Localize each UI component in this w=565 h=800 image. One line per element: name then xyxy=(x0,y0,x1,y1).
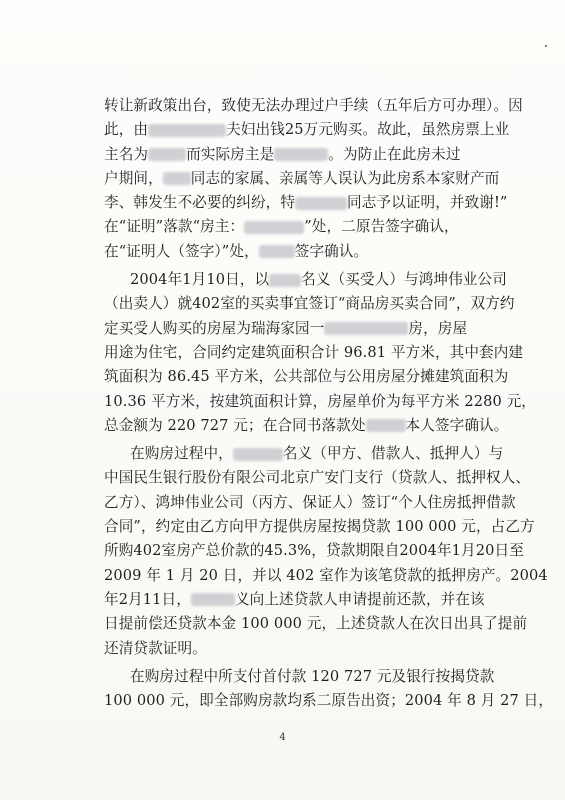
redaction xyxy=(366,419,406,432)
body-text xyxy=(104,94,554,713)
text-line: 乙方）、鸿坤伟业公司（丙方、保证人）签订“个人住房抵押借款 xyxy=(104,493,516,511)
text-line: 此，由 夫妇出钱25万元购买。故此，虽然房票上业 xyxy=(104,121,510,139)
redaction xyxy=(233,448,283,461)
page-number: 4 xyxy=(279,732,286,743)
redaction xyxy=(269,274,301,287)
text-line: 还清贷款证明。 xyxy=(104,639,207,657)
text-line: 10.36 平方米，按建筑面积计算，房屋单价为每平方米 2280 元， xyxy=(104,392,536,410)
redaction xyxy=(295,197,347,210)
text-line: 筑面积为 86.45 平方米，公共部位与公用房屋分摊建筑面积为 xyxy=(104,368,509,386)
text-line: 定买受人购买的房屋为瑞海家园一 房，房屋 xyxy=(104,319,468,337)
text-line: 李、韩发生不必要的纠纷，特 同志予以证明，并致谢!” xyxy=(104,194,508,212)
text-line: 日提前偿还贷款本金 100 000 元，上述贷款人在次日出具了提前 xyxy=(104,615,528,633)
text-line: 用途为住宅，合同约定建筑面积合计 96.81 平方米，其中套内建 xyxy=(104,343,524,361)
text-line: 在“证明人（签字）”处， 签字确认。 xyxy=(104,242,369,260)
redaction xyxy=(191,593,235,606)
redaction xyxy=(148,148,186,161)
text-line: 年2月11日， 义向上述贷款人申请提前还款，并在该 xyxy=(104,590,485,608)
redaction xyxy=(324,322,408,335)
redaction xyxy=(148,124,226,137)
scan-speck xyxy=(545,45,547,47)
text-line: 所购402室房产总价款的45.3%，贷款期限自2004年1月20日至 xyxy=(104,542,524,560)
redaction xyxy=(259,245,295,258)
text-line: 100 000 元，即全部购房款均系二原告出资；2004 年 8 月 27 日， xyxy=(104,692,554,710)
text-line: 在“证明”落款“房主： ”处，二原告签字确认， xyxy=(104,218,459,236)
text-line: 在购房过程中， 名义（甲方、借款人、抵押人）与 xyxy=(130,445,504,463)
text-line: 在购房过程中所支付首付款 120 727 元及银行按揭贷款 xyxy=(130,667,495,685)
text-line: 户期间， 同志的家属、亲属等人误认为此房系本家财产而 xyxy=(104,169,500,187)
text-line: 中国民生银行股份有限公司北京广安门支行（贷款人、抵押权人、 xyxy=(104,469,531,487)
text-line: 总金额为 220 727 元；在合同书落款处 本人签字确认。 xyxy=(104,416,509,434)
text-line: 转让新政策出台，致使无法办理过户手续（五年后方可办理）。因 xyxy=(104,97,523,114)
text-line: 主名为 而实际房主是 。为防止在此房未过 xyxy=(104,145,461,163)
text-line: （出卖人）就402室的买卖事宜签订“商品房买卖合同”，双方约 xyxy=(104,295,515,313)
redaction xyxy=(163,172,191,185)
redaction xyxy=(274,148,328,161)
text-line: 合同”，约定由乙方向甲方提供房屋按揭贷款 100 000 元，占乙方 xyxy=(104,518,535,536)
text-line: 2004年1月10日，以 名义（买受人）与鸿坤伟业公司 xyxy=(130,271,507,289)
text-line: 2009 年 1 月 20 日，并以 402 室作为该笔贷款的抵押房产。2004 xyxy=(104,566,548,584)
redaction xyxy=(244,221,304,234)
